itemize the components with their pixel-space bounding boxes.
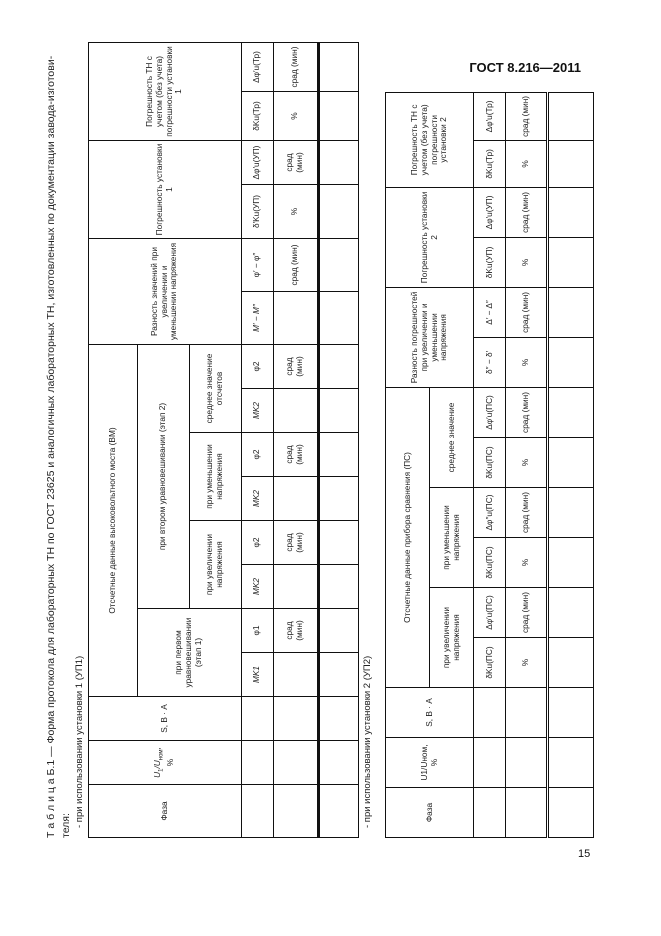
unit-cell	[273, 477, 318, 521]
col-power: S, В · А	[386, 688, 474, 738]
unit-cell	[273, 389, 318, 433]
symbol-cell: δKu(ПС)	[474, 438, 506, 488]
comparator-group-header: Отсчетные данные прибора сравнения (ПС)	[386, 387, 430, 687]
table-caption-line1: Т а б л и ц а Б.1 — Форма протокола для лабораторных ТН по ГОСТ 23625 и аналогичных лабораторных ТН, изготовленных по документации завода-изготови-	[45, 55, 57, 838]
symbol-cell: Δ′ − Δ″	[474, 287, 506, 337]
unit-cell: срад (мин)	[506, 92, 548, 140]
unit-cell: срад (мин)	[506, 287, 548, 337]
unit-cell: %	[506, 538, 548, 588]
increase-header: при увеличении напряжения	[189, 521, 241, 609]
unit-cell	[273, 653, 318, 697]
symbol-cell: φ2	[241, 521, 273, 565]
table-caption-line2: теля:	[60, 813, 72, 838]
symbol-cell: M′ − M″	[241, 292, 273, 345]
table-2	[385, 92, 594, 838]
symbol-cell: φ2	[241, 433, 273, 477]
average-header: среднее значение	[430, 387, 474, 487]
unit-cell: срад (мин)	[273, 609, 318, 653]
difference-header: Разность погрешностей при увеличении и уменьшении напряжения	[386, 287, 474, 387]
setup-error-header: Погрешность установки 1	[88, 141, 241, 239]
table1-empty-row	[318, 43, 358, 838]
unit-cell: срад (мин)	[506, 588, 548, 638]
col-ratio: $U_1/U_{ном}$, %	[88, 741, 241, 785]
symbol-cell: δKu(Тр)	[474, 140, 506, 187]
tn-error-header: Погрешность ТН с учетом (без учета) погрешности установки 2	[386, 92, 474, 187]
table-1	[88, 42, 359, 838]
standard-header: ГОСТ 8.216—2011	[469, 60, 581, 75]
unit-cell: %	[273, 185, 318, 239]
unit-cell: срад (мин)	[273, 433, 318, 477]
unit-cell: %	[506, 638, 548, 688]
table2-subtitle: - при использовании установки 2 (УП2)	[362, 655, 373, 828]
symbol-cell: Δφ″u(ПС)	[474, 488, 506, 538]
decrease-header: при уменьшении напряжения	[189, 433, 241, 521]
symbol-cell: Δφ′u(Тр)	[474, 92, 506, 140]
symbol-cell: Δφ′u(УП)	[241, 141, 273, 185]
stage2-header: при втором уравновешивании (этап 2)	[137, 345, 189, 609]
setup-error-header: Погрешность установки 2	[386, 187, 474, 287]
stage1-header: при первом уравновешивании (этап 1)	[137, 609, 241, 697]
col-phase: Фаза	[88, 785, 241, 838]
symbol-cell: φ2	[241, 345, 273, 389]
tn-error-header: Погрешность ТН с учетом (без учета) погрешности установки 1	[88, 43, 241, 141]
decrease-header: при уменьшении напряжения	[430, 488, 474, 588]
unit-cell	[273, 565, 318, 609]
symbol-cell: Δφ′u(ПС)	[474, 387, 506, 437]
symbol-cell: Δφ′u(ПС)	[474, 588, 506, 638]
symbol-cell: MK2	[241, 389, 273, 433]
symbol-cell: MK2	[241, 477, 273, 521]
bridge-group-header: Отсчетные данные высоковольтного моста (ВМ)	[88, 345, 137, 697]
increase-header: при увеличении напряжения	[430, 588, 474, 688]
symbol-cell: Δφ′u(Тр)	[241, 43, 273, 92]
unit-cell: %	[506, 438, 548, 488]
difference-header: Разность значений при увеличении и уменьшении напряжения	[88, 239, 241, 345]
symbol-cell: δKu(ПС)	[474, 538, 506, 588]
col-ratio: U1/Uном, %	[386, 738, 474, 788]
symbol-cell: Δφ′u(УП)	[474, 187, 506, 237]
unit-cell: %	[506, 237, 548, 287]
symbol-cell: δ′Ku(УП)	[241, 185, 273, 239]
unit-cell: срад (мин)	[273, 239, 318, 292]
symbol-cell: δ″ − δ′	[474, 337, 506, 387]
table2-empty-row	[548, 92, 594, 837]
unit-cell: срад (мин)	[273, 521, 318, 565]
symbol-cell: φ1	[241, 609, 273, 653]
unit-cell: %	[273, 92, 318, 141]
col-phase: Фаза	[386, 788, 474, 838]
unit-cell: срад (мин)	[506, 187, 548, 237]
unit-cell: срад (мин)	[506, 387, 548, 437]
unit-cell: срад (мин)	[273, 43, 318, 92]
symbol-cell: δKu(ПС)	[474, 638, 506, 688]
unit-cell: %	[506, 337, 548, 387]
symbol-cell: MK2	[241, 565, 273, 609]
symbol-cell: φ′ − φ″	[241, 239, 273, 292]
symbol-cell: MK1	[241, 653, 273, 697]
unit-cell: срад (мин)	[273, 141, 318, 185]
symbol-cell: δKu(Тр)	[241, 92, 273, 141]
unit-cell: срад (мин)	[273, 345, 318, 389]
table1-subtitle: - при использовании установки 1 (УП1)	[74, 655, 85, 828]
average-header: среднее значение отсчетов	[189, 345, 241, 433]
unit-cell: %	[506, 140, 548, 187]
unit-cell	[273, 292, 318, 345]
unit-cell: срад (мин)	[506, 488, 548, 538]
col-power: S, В · А	[88, 697, 241, 741]
symbol-cell: δKu(УП)	[474, 237, 506, 287]
page-number: 15	[578, 848, 591, 860]
